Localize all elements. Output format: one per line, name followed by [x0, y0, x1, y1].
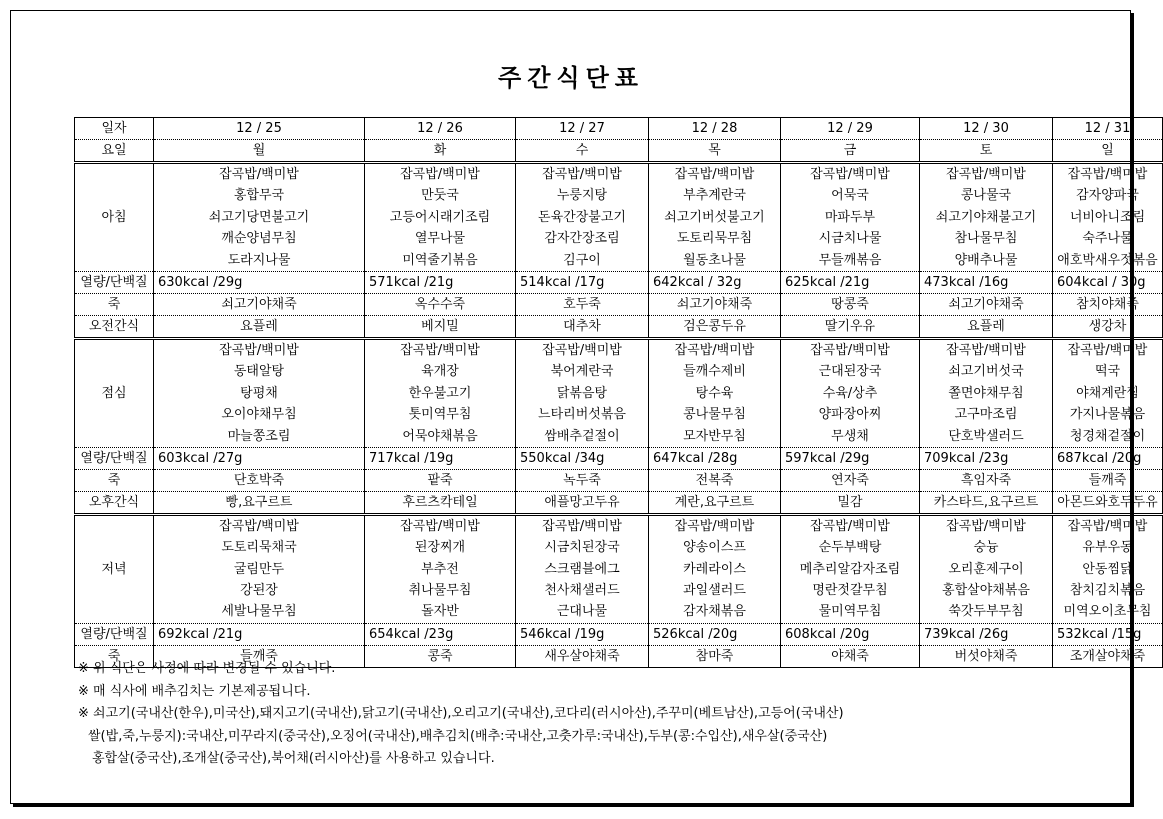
- menu-item: 애호박새우젓볶음: [1057, 252, 1158, 268]
- menu-item: 마파두부: [824, 209, 876, 225]
- lunch-menu-cell: [649, 338, 781, 447]
- nutrition-value: 526kcal /20g: [649, 623, 781, 645]
- menu-item: 고등어시래기조림: [389, 209, 491, 225]
- lunch-porridge-row: [75, 469, 1163, 491]
- menu-item: 너비아니조림: [1069, 209, 1146, 225]
- weekday-cell: 목: [649, 140, 781, 163]
- date-label: 일자: [75, 118, 154, 140]
- weekday-cell: 금: [781, 140, 920, 163]
- menu-item: 월동초나물: [683, 252, 746, 268]
- menu-item: 강된장: [240, 583, 278, 599]
- menu-item: 잡곡밥/백미밥: [674, 518, 755, 534]
- menu-item: 깨순양념무침: [221, 231, 297, 247]
- menu-item: 숭늉: [973, 540, 999, 556]
- porridge-cell: 단호박죽: [154, 469, 365, 491]
- snack-cell: 베지밀: [365, 315, 516, 338]
- menu-item: 시금치나물: [818, 231, 882, 247]
- menu-item: 메추리알감자조림: [799, 561, 901, 577]
- breakfast-menu-cell: [920, 163, 1053, 272]
- date-cell: 12 / 30: [920, 118, 1053, 140]
- lunch-nutrition-row: [75, 447, 1163, 469]
- menu-item: 잡곡밥/백미밥: [542, 342, 622, 358]
- dinner-label: 저녁: [75, 514, 154, 623]
- porridge-cell: 야채죽: [781, 645, 920, 667]
- menu-item: 된장찌개: [414, 540, 466, 556]
- am-snack-row: [75, 315, 1163, 338]
- am-snack-label: 오전간식: [75, 315, 154, 338]
- note-line: 홍합살(중국산),조개살(중국산),북어채(러시아산)를 사용하고 있습니다.: [92, 751, 495, 766]
- breakfast-menu-cell: [154, 163, 365, 272]
- menu-item: 쇠고기버섯불고기: [664, 209, 765, 225]
- snack-cell: 카스타드,요구르트: [920, 491, 1053, 514]
- menu-item: 쫄면야채무침: [948, 385, 1024, 401]
- breakfast-porridge-label: 죽: [75, 293, 154, 315]
- dinner-menu-cell: [1053, 514, 1163, 623]
- menu-item: 느타리버섯볶음: [538, 407, 626, 423]
- menu-item: 청경채겉절이: [1069, 428, 1146, 444]
- nutrition-value: 717kcal /19g: [365, 447, 516, 469]
- date-cell: 12 / 25: [154, 118, 365, 140]
- nutrition-value: 546kcal /19g: [516, 623, 649, 645]
- menu-item: 홍합무국: [233, 188, 285, 204]
- weekday-row: [75, 140, 1163, 163]
- menu-item: 무생채: [831, 428, 869, 444]
- menu-item: 안동찜닭: [1082, 561, 1133, 577]
- dinner-porridge-label: 죽: [75, 645, 154, 667]
- menu-item: 잡곡밥/백미밥: [219, 342, 299, 358]
- pm-snack-label: 오후간식: [75, 491, 154, 514]
- menu-item: 잡곡밥/백미밥: [946, 518, 1026, 534]
- porridge-cell: 녹두죽: [516, 469, 649, 491]
- menu-item: 돌자반: [421, 604, 459, 620]
- menu-item: 근대나물: [556, 604, 608, 620]
- menu-item: 잡곡밥/백미밥: [810, 167, 890, 182]
- dinner-menu-cell: [649, 514, 781, 623]
- menu-item: 고구마조림: [954, 407, 1018, 423]
- nutrition-value: 654kcal /23g: [365, 623, 516, 645]
- nutrition-value: 692kcal /21g: [154, 623, 365, 645]
- menu-item: 천사채샐러드: [544, 583, 620, 599]
- menu-item: 부추계란국: [683, 188, 746, 204]
- menu-item: 잡곡밥/백미밥: [674, 342, 755, 358]
- snack-cell: 후르츠칵테일: [365, 491, 516, 514]
- nutrition-value: 473kcal /16g: [920, 271, 1053, 293]
- weekday-cell: 수: [516, 140, 649, 163]
- porridge-cell: 참치야채죽: [1053, 293, 1163, 315]
- menu-item: 과일샐러드: [683, 583, 746, 599]
- porridge-cell: 땅콩죽: [781, 293, 920, 315]
- nutrition-value: 647kcal /28g: [649, 447, 781, 469]
- menu-item: 쇠고기버섯국: [948, 364, 1024, 380]
- lunch-porridge-label: 죽: [75, 469, 154, 491]
- nutrition-value: 625kcal /21g: [781, 271, 920, 293]
- menu-item: 동태알탕: [233, 364, 285, 380]
- menu-item: 톳미역무침: [408, 407, 472, 423]
- menu-item: 잡곡밥/백미밥: [1067, 518, 1148, 534]
- breakfast-menu-cell: [516, 163, 649, 272]
- dinner-row: [75, 514, 1163, 623]
- menu-item: 탕수육: [695, 385, 734, 401]
- menu-item: 만둣국: [421, 188, 459, 204]
- menu-item: 근대된장국: [818, 364, 882, 380]
- snack-cell: 대추차: [516, 315, 649, 338]
- porridge-cell: 들깨죽: [1053, 469, 1163, 491]
- menu-item: 잡곡밥/백미밥: [810, 518, 890, 534]
- menu-item: 육개장: [421, 364, 459, 380]
- dinner-menu-cell: [154, 514, 365, 623]
- date-row: [75, 118, 1163, 140]
- menu-item: 잡곡밥/백미밥: [1067, 342, 1148, 358]
- nutrition-value: 571kcal /21g: [365, 271, 516, 293]
- breakfast-nutrition-row: [75, 271, 1163, 293]
- menu-item: 물미역무침: [818, 604, 882, 620]
- nutrition-value: 709kcal /23g: [920, 447, 1053, 469]
- menu-item: 잡곡밥/백미밥: [810, 342, 890, 358]
- menu-item: 콩나물무침: [683, 407, 746, 423]
- porridge-cell: 쇠고기야채죽: [154, 293, 365, 315]
- note-line: ※ 쇠고기(국내산(한우),미국산),돼지고기(국내산),닭고기(국내산),오리고기(국내산),코다리(러시아산),주꾸미(베트남산),고등어(국내산): [78, 706, 844, 721]
- porridge-cell: 연자죽: [781, 469, 920, 491]
- breakfast-nutrition-label: 열량/단백질: [75, 271, 154, 293]
- menu-item: 들깨수제비: [683, 364, 746, 380]
- lunch-row: [75, 338, 1163, 447]
- snack-cell: 계란,요구르트: [649, 491, 781, 514]
- breakfast-menu-cell: [781, 163, 920, 272]
- menu-item: 홍합살야채볶음: [942, 583, 1030, 599]
- porridge-cell: 호두죽: [516, 293, 649, 315]
- menu-item: 닭볶음탕: [556, 385, 608, 401]
- menu-item: 어묵국: [831, 188, 869, 204]
- menu-item: 야채계란찜: [1076, 385, 1139, 401]
- snack-cell: 생강차: [1053, 315, 1163, 338]
- porridge-cell: 흑임자죽: [920, 469, 1053, 491]
- snack-cell: 아몬드와호두두유: [1053, 491, 1163, 514]
- menu-item: 콩나물국: [960, 188, 1012, 204]
- menu-item: 유부우동: [1082, 540, 1133, 556]
- nutrition-value: 603kcal /27g: [154, 447, 365, 469]
- weekday-cell: 화: [365, 140, 516, 163]
- menu-item: 잡곡밥/백미밥: [400, 342, 480, 358]
- nutrition-value: 687kcal /20g: [1053, 447, 1163, 469]
- menu-item: 어묵야채볶음: [402, 428, 478, 444]
- menu-item: 시금치된장국: [544, 540, 620, 556]
- menu-item: 감자양파국: [1076, 188, 1139, 204]
- menu-item: 한우불고기: [408, 385, 472, 401]
- menu-item: 부추전: [421, 561, 459, 577]
- lunch-menu-cell: [154, 338, 365, 447]
- menu-item: 오리훈제구이: [948, 561, 1024, 577]
- menu-item: 모자반무침: [683, 428, 746, 444]
- nutrition-value: 514kcal /17g: [516, 271, 649, 293]
- nutrition-value: 630kcal /29g: [154, 271, 365, 293]
- menu-item: 스크램블에그: [544, 561, 620, 577]
- menu-item: 쌈배추겉절이: [544, 428, 620, 444]
- weekday-label: 요일: [75, 140, 154, 163]
- menu-item: 잡곡밥/백미밥: [946, 342, 1026, 358]
- menu-item: 쇠고기야채불고기: [935, 209, 1037, 225]
- menu-item: 잡곡밥/백미밥: [219, 518, 299, 534]
- nutrition-value: 739kcal /26g: [920, 623, 1053, 645]
- menu-item: 도라지나물: [227, 252, 291, 268]
- lunch-nutrition-label: 열량/단백질: [75, 447, 154, 469]
- porridge-cell: 옥수수죽: [365, 293, 516, 315]
- breakfast-row: [75, 163, 1163, 272]
- nutrition-value: 532kcal /15g: [1053, 623, 1163, 645]
- porridge-cell: 새우살야채죽: [516, 645, 649, 667]
- menu-item: 도토리묵무침: [676, 231, 753, 247]
- menu-item: 양배추나물: [954, 252, 1018, 268]
- breakfast-menu-cell: [1053, 163, 1163, 272]
- menu-item: 참치김치볶음: [1069, 583, 1146, 599]
- menu-item: 카레라이스: [683, 561, 746, 577]
- menu-item: 미역오이초무침: [1063, 604, 1152, 620]
- dinner-menu-cell: [516, 514, 649, 623]
- menu-item: 떡국: [1094, 364, 1121, 380]
- snack-cell: 밀감: [781, 491, 920, 514]
- menu-item: 김구이: [563, 252, 601, 268]
- menu-item: 취나물무침: [408, 583, 472, 599]
- porridge-cell: 팥죽: [365, 469, 516, 491]
- lunch-menu-cell: [516, 338, 649, 447]
- menu-item: 굴림만두: [233, 561, 285, 577]
- nutrition-value: 642kcal / 32g: [649, 271, 781, 293]
- menu-item: 돈육간장불고기: [538, 209, 626, 225]
- date-cell: 12 / 28: [649, 118, 781, 140]
- menu-item: 열무나물: [414, 231, 466, 247]
- menu-item: 순두부백탕: [818, 540, 882, 556]
- snack-cell: 빵,요구르트: [154, 491, 365, 514]
- menu-item: 양파장아찌: [818, 407, 882, 423]
- lunch-menu-cell: [920, 338, 1053, 447]
- porridge-cell: 쇠고기야채죽: [649, 293, 781, 315]
- snack-cell: 검은콩두유: [649, 315, 781, 338]
- menu-item: 미역줄기볶음: [402, 252, 478, 268]
- date-cell: 12 / 26: [365, 118, 516, 140]
- menu-item: 북어계란국: [550, 364, 614, 380]
- weekday-cell: 월: [154, 140, 365, 163]
- menu-item: 잡곡밥/백미밥: [400, 518, 480, 534]
- dinner-menu-cell: [920, 514, 1053, 623]
- menu-item: 단호박샐러드: [948, 428, 1024, 444]
- menu-item: 쇠고기당면불고기: [208, 209, 310, 225]
- menu-item: 잡곡밥/백미밥: [1067, 167, 1148, 182]
- menu-item: 잡곡밥/백미밥: [946, 167, 1026, 182]
- weekly-menu-table: [74, 117, 1163, 668]
- weekday-cell: 토: [920, 140, 1053, 163]
- porridge-cell: 전복죽: [649, 469, 781, 491]
- note-line: 쌀(밥,죽,누룽지):국내산,미꾸라지(중국산),오징어(국내산),배추김치(배추:국내산,고춧가루:국내산),두부(콩:수입산),새우살(중국산): [88, 728, 828, 744]
- pm-snack-row: [75, 491, 1163, 514]
- menu-item: 잡곡밥/백미밥: [542, 167, 622, 182]
- menu-item: 무들깨볶음: [818, 252, 882, 268]
- date-cell: 12 / 31: [1053, 118, 1163, 140]
- nutrition-value: 604kcal / 30g: [1053, 271, 1163, 293]
- menu-item: 수육/상추: [822, 385, 878, 401]
- menu-item: 숙주나물: [1082, 231, 1133, 247]
- menu-item: 쑥갓두부무침: [948, 604, 1024, 620]
- note-line: ※ 매 식사에 배추김치는 기본제공됩니다.: [78, 683, 311, 699]
- notes: [78, 658, 844, 771]
- breakfast-label: 아침: [75, 163, 154, 272]
- lunch-menu-cell: [781, 338, 920, 447]
- menu-item: 누룽지탕: [556, 188, 608, 204]
- menu-item: 잡곡밥/백미밥: [542, 518, 622, 534]
- menu-item: 탕평채: [240, 385, 278, 401]
- menu-item: 참나물무침: [954, 231, 1018, 247]
- menu-item: 가지나물볶음: [1069, 407, 1146, 423]
- weekday-cell: 일: [1053, 140, 1163, 163]
- menu-item: 감자간장조림: [544, 231, 620, 247]
- porridge-cell: 조개살야채죽: [1053, 645, 1163, 667]
- menu-item: 도토리묵채국: [221, 540, 297, 556]
- menu-item: 잡곡밥/백미밥: [674, 167, 755, 182]
- porridge-cell: 쇠고기야채죽: [920, 293, 1053, 315]
- dinner-nutrition-row: [75, 623, 1163, 645]
- note-line: ※ 위 식단은 사정에 따라 변경될 수 있습니다.: [78, 661, 336, 676]
- page-title: 주간식단표: [498, 64, 644, 92]
- nutrition-value: 550kcal /34g: [516, 447, 649, 469]
- porridge-cell: 콩죽: [365, 645, 516, 667]
- lunch-label: 점심: [75, 338, 154, 447]
- menu-item: 양송이스프: [683, 540, 746, 556]
- menu-item: 잡곡밥/백미밥: [400, 167, 480, 182]
- breakfast-menu-cell: [365, 163, 516, 272]
- porridge-cell: 들깨죽: [154, 645, 365, 667]
- menu-item: 마늘쫑조림: [227, 428, 291, 444]
- breakfast-porridge-row: [75, 293, 1163, 315]
- date-cell: 12 / 27: [516, 118, 649, 140]
- porridge-cell: 참마죽: [649, 645, 781, 667]
- date-cell: 12 / 29: [781, 118, 920, 140]
- menu-item: 명란젓갈무침: [812, 583, 888, 599]
- nutrition-value: 608kcal /20g: [781, 623, 920, 645]
- lunch-menu-cell: [365, 338, 516, 447]
- dinner-menu-cell: [781, 514, 920, 623]
- dinner-nutrition-label: 열량/단백질: [75, 623, 154, 645]
- menu-item: 잡곡밥/백미밥: [219, 167, 299, 182]
- breakfast-menu-cell: [649, 163, 781, 272]
- nutrition-value: 597kcal /29g: [781, 447, 920, 469]
- lunch-menu-cell: [1053, 338, 1163, 447]
- menu-item: 감자채볶음: [683, 604, 746, 620]
- snack-cell: 딸기우유: [781, 315, 920, 338]
- snack-cell: 요플레: [920, 315, 1053, 338]
- menu-item: 세발나물무침: [221, 604, 297, 620]
- menu-item: 오이야채무침: [221, 407, 297, 423]
- dinner-menu-cell: [365, 514, 516, 623]
- porridge-cell: 버섯야채죽: [920, 645, 1053, 667]
- snack-cell: 애플망고두유: [516, 491, 649, 514]
- snack-cell: 요플레: [154, 315, 365, 338]
